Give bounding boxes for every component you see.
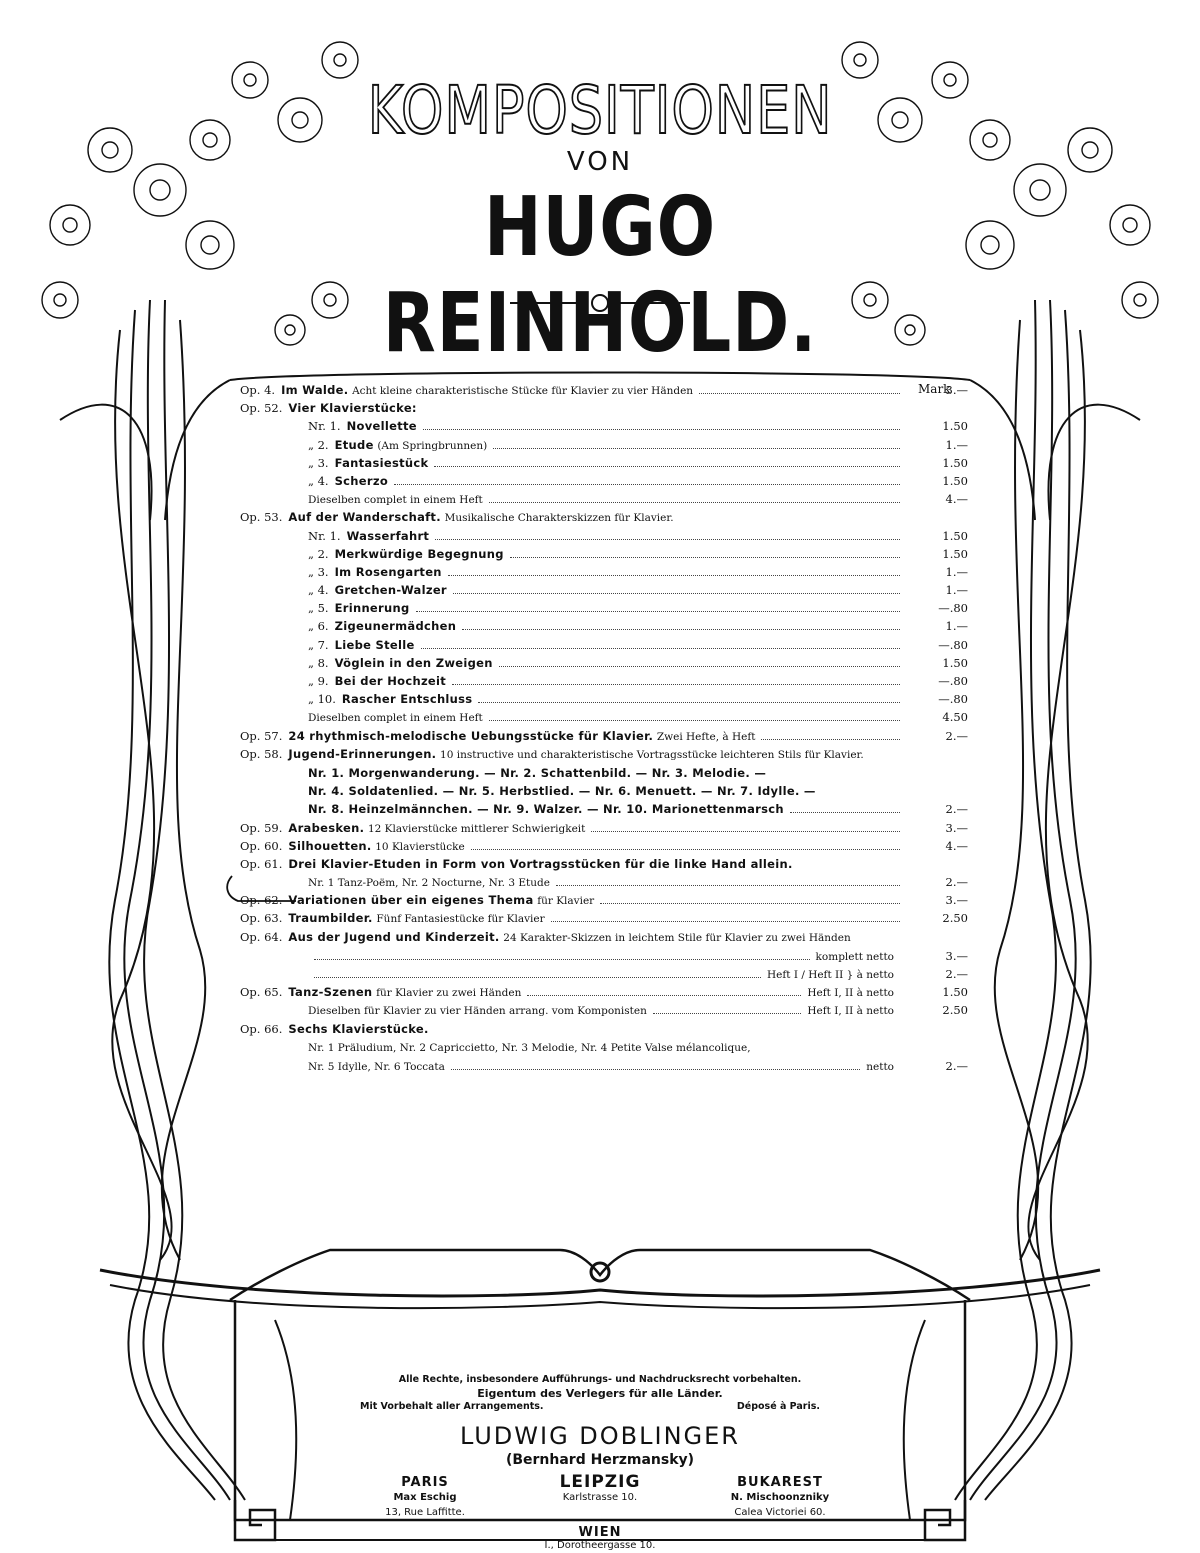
catalog-entry <box>240 417 417 435</box>
catalog-row <box>240 617 968 635</box>
work-title: Novellette <box>346 419 417 434</box>
work-description: 24 Karakter-Skizzen in leichtem Stile für Klavier zu zwei Händen <box>503 931 851 944</box>
opus-number: „ 2. <box>308 437 329 452</box>
catalog-entry <box>240 764 766 782</box>
price: 1.50 <box>942 655 968 670</box>
catalog-row <box>240 909 968 927</box>
work-description: 12 Klavierstücke mittlerer Schwierigkeit <box>367 822 586 835</box>
price: 2.— <box>945 967 968 982</box>
dot-leader <box>471 849 900 850</box>
opus-number: Op. 63. <box>240 911 283 926</box>
price: 1.50 <box>942 473 968 488</box>
catalog-entry <box>240 745 906 764</box>
work-title: Liebe Stelle <box>334 637 415 652</box>
opus-number: Nr. 1. <box>308 419 341 434</box>
city-bukarest <box>690 1475 870 1520</box>
dot-leader <box>591 831 900 832</box>
price: 2.— <box>945 1058 968 1073</box>
catalog-entry <box>240 599 410 617</box>
opus-number: „ 4. <box>308 583 329 598</box>
catalog-row <box>240 819 968 837</box>
catalog-entry <box>240 617 456 635</box>
catalog-row <box>240 708 968 726</box>
opus-number: „ 3. <box>308 455 329 470</box>
catalog-row <box>240 855 968 873</box>
opus-number: „ 2. <box>308 546 329 561</box>
dot-leader <box>435 539 900 540</box>
city-address: Calea Victoriei 60. <box>734 1507 826 1518</box>
work-description: 10 Klavierstücke <box>375 840 465 853</box>
work-title: Etude <box>334 437 374 452</box>
opus-number: Op. 53. <box>240 510 283 525</box>
price: 1.50 <box>942 985 968 1000</box>
dot-leader <box>493 448 900 449</box>
catalog-entry <box>240 436 487 455</box>
catalog-row <box>240 745 968 764</box>
catalog-entry <box>240 490 483 509</box>
opus-number: Op. 61. <box>240 856 283 871</box>
catalog-entry <box>240 636 415 654</box>
opus-number: Op. 65. <box>240 985 283 1000</box>
price: —.80 <box>938 692 968 707</box>
work-description: für Klavier zu zwei Händen <box>376 987 522 1000</box>
catalog-entry <box>240 855 793 873</box>
arrangements-row <box>320 1401 880 1417</box>
catalog-row <box>240 417 968 435</box>
catalog-entry <box>240 983 521 1002</box>
price: 2.— <box>945 875 968 890</box>
city-agent: N. Mischoonzniky <box>730 1492 830 1503</box>
dot-leader <box>453 593 900 594</box>
price: 2.— <box>945 728 968 743</box>
catalog-row <box>240 636 968 654</box>
price-note: netto <box>866 1060 894 1073</box>
dot-leader <box>551 921 900 922</box>
price: 3.— <box>945 820 968 835</box>
city-wien: WIEN <box>578 1525 622 1540</box>
price-note: komplett netto <box>815 950 894 963</box>
price-column-header: Mark <box>918 382 951 396</box>
depose-note: Déposé à Paris. <box>736 1401 820 1412</box>
price: 2.50 <box>942 911 968 926</box>
catalog-row <box>240 381 968 399</box>
catalog-row <box>240 727 968 745</box>
price: 3.— <box>945 383 968 397</box>
opus-number: Op. 52. <box>240 401 283 416</box>
composer-name: HUGO REINHOLD. <box>382 180 818 371</box>
work-title: Tanz-Szenen <box>288 985 373 1000</box>
catalog-entry <box>240 399 417 417</box>
catalog-row <box>240 1020 968 1038</box>
price: —.80 <box>938 601 968 616</box>
work-description: Acht kleine charakteristische Stücke für Klavier zu vier Händen <box>352 385 694 397</box>
catalog-row <box>240 690 968 708</box>
city-name: PARIS <box>401 1475 449 1490</box>
opus-number: Op. 66. <box>240 1021 283 1036</box>
catalog-row <box>240 837 968 855</box>
price-note: Heft I, II à netto <box>807 987 894 1000</box>
catalog-row <box>240 490 968 508</box>
dot-leader <box>489 502 900 503</box>
work-title: Jugend-Erinnerungen. <box>288 746 437 761</box>
catalog-row <box>240 873 968 891</box>
publisher-block <box>320 1373 880 1551</box>
dot-leader <box>423 429 900 430</box>
price: 4.— <box>945 492 968 507</box>
opus-number: Nr. 1. <box>308 528 341 543</box>
dot-leader <box>489 720 900 721</box>
catalog-row <box>240 454 968 472</box>
dot-leader <box>790 812 900 813</box>
work-description: Dieselben complet in einem Heft <box>308 494 483 507</box>
work-title: Sechs Klavierstücke. <box>288 1021 429 1036</box>
catalog-row <box>240 654 968 672</box>
work-title: Vöglein in den Zweigen <box>334 655 493 670</box>
catalog-entry <box>240 873 550 892</box>
dot-leader <box>416 611 900 612</box>
catalog-entry <box>240 545 504 563</box>
work-title: Drei Klavier-Etuden in Form von Vortragsstücken für die linke Hand allein. <box>288 856 793 871</box>
price: 1.— <box>945 619 968 634</box>
work-description: Dieselben complet in einem Heft <box>308 712 483 725</box>
opus-number: „ 9. <box>308 674 329 688</box>
catalog-entry <box>240 581 447 599</box>
cities-row <box>320 1469 880 1531</box>
opus-number: „ 7. <box>308 637 329 652</box>
price: 1.— <box>945 437 968 452</box>
price: 1.50 <box>942 455 968 470</box>
dot-leader <box>556 885 900 886</box>
catalog-entry <box>240 1001 647 1020</box>
rights-line: Alle Rechte, insbesondere Aufführungs- und Nachdrucksrecht vorbehalten. <box>398 1374 802 1385</box>
opus-number: Op. 57. <box>240 728 283 743</box>
opus-number: „ 4. <box>308 473 329 488</box>
price: 2.— <box>945 802 968 817</box>
catalog-entry <box>240 928 906 947</box>
catalog-entry <box>240 527 429 545</box>
opus-number: „ 6. <box>308 619 329 634</box>
dot-leader <box>314 977 761 978</box>
opus-number: Op. 59. <box>240 820 283 835</box>
price: 1.50 <box>942 419 968 434</box>
work-title: Aus der Jugend und Kinderzeit. <box>288 929 500 944</box>
work-title: Zigeunermädchen <box>334 619 457 634</box>
catalog-row <box>240 1057 968 1075</box>
page-title: KOMPOSITIONEN <box>367 72 833 149</box>
catalog-row <box>240 800 968 818</box>
price: 3.— <box>945 893 968 908</box>
catalog-entry <box>240 727 755 746</box>
dot-leader <box>451 1069 860 1070</box>
price: 2.50 <box>942 1003 968 1018</box>
work-description: Nr. 5 Idylle, Nr. 6 Toccata <box>308 1060 445 1073</box>
opus-number: „ 5. <box>308 601 329 616</box>
city-name: LEIPZIG <box>559 1472 641 1492</box>
dot-leader <box>314 959 810 960</box>
catalog-list <box>240 381 968 1075</box>
work-title: Rascher Entschluss <box>341 692 473 707</box>
city-agent: Max Eschig <box>393 1492 457 1503</box>
dot-leader <box>448 575 900 576</box>
work-description: Fünf Fantasiestücke für Klavier <box>376 913 545 926</box>
dot-leader <box>434 466 900 467</box>
catalog-entry <box>240 690 472 708</box>
catalog-entry <box>240 891 594 910</box>
work-title: Merkwürdige Begegnung <box>334 546 504 561</box>
publisher-name: LUDWIG DOBLINGER <box>460 1422 740 1450</box>
work-title: Im Rosengarten <box>334 564 442 579</box>
work-title: Gretchen-Walzer <box>334 583 447 598</box>
price: 4.— <box>945 838 968 853</box>
work-title: Fantasiestück <box>334 455 429 470</box>
catalog-row <box>240 1001 968 1019</box>
opus-number: Op. 60. <box>240 838 283 853</box>
opus-number: „ 8. <box>308 655 329 670</box>
dot-leader <box>462 629 900 630</box>
catalog-entry <box>240 782 816 800</box>
catalog-entry <box>240 800 784 818</box>
work-description: 10 instructive und charakteristische Vortragsstücke leichteren Stils für Klavier. <box>440 748 864 761</box>
catalog-row <box>240 891 968 909</box>
dot-leader <box>653 1013 802 1014</box>
work-description: (Am Springbrunnen) <box>377 439 488 452</box>
catalog-row <box>240 983 968 1001</box>
city-leipzig <box>525 1472 675 1505</box>
catalog-entry <box>240 472 388 490</box>
catalog-row <box>240 764 968 782</box>
price: 3.— <box>945 948 968 963</box>
work-title: Erinnerung <box>334 601 410 616</box>
price: 1.50 <box>942 528 968 543</box>
catalog-row <box>240 599 968 617</box>
price: —.80 <box>938 637 968 652</box>
city-paris <box>350 1475 500 1520</box>
work-description: Dieselben für Klavier zu vier Händen arrang. vom Komponisten <box>308 1005 647 1018</box>
catalog-entry <box>240 1020 429 1038</box>
publisher-subtitle: (Bernhard Herzmansky) <box>505 1452 695 1468</box>
catalog-row <box>240 965 968 983</box>
price-note: Heft I / Heft II } à netto <box>767 969 894 982</box>
catalog-row <box>240 508 968 526</box>
city-address: 13, Rue Laffitte. <box>385 1507 465 1518</box>
catalog-entry <box>240 837 465 856</box>
catalog-entry <box>240 1057 445 1076</box>
work-title: Traumbilder. <box>288 911 373 926</box>
opus-number: Op. 64. <box>240 929 283 944</box>
dot-leader <box>421 648 900 649</box>
catalog-row <box>240 782 968 800</box>
work-title: Silhouetten. <box>288 838 372 853</box>
dot-leader <box>527 995 801 996</box>
work-description: Nr. 1 Präludium, Nr. 2 Capriccietto, Nr. 3 Melodie, Nr. 4 Petite Valse mélancolique, <box>308 1041 751 1054</box>
catalog-row <box>240 672 968 690</box>
work-description: Nr. 1 Tanz-Poëm, Nr. 2 Nocturne, Nr. 3 Etude <box>308 877 550 890</box>
catalog-entry <box>240 563 442 581</box>
opus-number: Op. 4. <box>240 383 276 397</box>
work-title: Arabesken. <box>288 820 365 835</box>
arrangements-note: Mit Vorbehalt aller Arrangements. <box>360 1401 544 1412</box>
catalog-entry <box>240 672 446 690</box>
price-note: Heft I, II à netto <box>807 1005 894 1018</box>
price: 1.— <box>945 564 968 579</box>
catalog-row <box>240 581 968 599</box>
catalog-row <box>240 545 968 563</box>
dot-leader <box>452 684 900 685</box>
city-address: Karlstrasse 10. <box>562 1492 638 1503</box>
city-name: BUKAREST <box>737 1475 823 1490</box>
catalog-entry <box>240 454 428 472</box>
price: —.80 <box>938 674 968 688</box>
catalog-row <box>240 928 968 947</box>
dot-leader <box>478 702 900 703</box>
catalog-row <box>240 472 968 490</box>
dot-leader <box>510 557 900 558</box>
work-title: Bei der Hochzeit <box>334 674 447 688</box>
work-title: Auf der Wanderschaft. <box>288 510 441 525</box>
dot-leader <box>600 903 900 904</box>
price: 4.50 <box>942 710 968 725</box>
catalog-entry <box>240 381 693 400</box>
work-title: Vier Klavierstücke: <box>288 401 417 416</box>
dot-leader <box>394 484 900 485</box>
work-title: 24 rhythmisch-melodische Uebungsstücke für Klavier. <box>288 728 654 743</box>
title-von: VON <box>566 147 634 177</box>
work-title: Nr. 1. Morgenwanderung. — Nr. 2. Schattenbild. — Nr. 3. Melodie. — <box>308 765 767 780</box>
catalog-entry <box>240 909 545 928</box>
catalog-entry <box>240 819 585 838</box>
price: 1.— <box>945 583 968 598</box>
work-title: Wasserfahrt <box>346 528 430 543</box>
catalog-entry <box>240 654 493 672</box>
work-description: Musikalische Charakterskizzen für Klavier. <box>444 512 674 525</box>
work-title: Nr. 4. Soldatenlied. — Nr. 5. Herbstlied. — Nr. 6. Menuett. — Nr. 7. Idylle. — <box>308 784 816 799</box>
dot-leader <box>699 393 900 394</box>
catalog-row <box>240 563 968 581</box>
dot-leader <box>761 739 900 740</box>
opus-number: Op. 62. <box>240 893 283 908</box>
property-line: Eigentum des Verlegers für alle Länder. <box>477 1387 723 1400</box>
opus-number: „ 3. <box>308 564 329 579</box>
catalog-row <box>240 1038 968 1057</box>
catalog-row <box>240 436 968 454</box>
work-title: Variationen über ein eigenes Thema <box>288 893 534 908</box>
opus-number: „ 10. <box>308 692 336 707</box>
work-description: für Klavier <box>537 895 595 908</box>
catalog-entry <box>240 508 674 527</box>
wien-address: I., Dorotheergasse 10. <box>544 1540 656 1551</box>
opus-number: Op. 58. <box>240 746 283 761</box>
price: 1.50 <box>942 546 968 561</box>
catalog-row <box>240 527 968 545</box>
work-title: Im Walde. <box>281 383 349 397</box>
work-description: Zwei Hefte, à Heft <box>656 730 756 743</box>
catalog-entry <box>240 1038 906 1057</box>
dot-leader <box>499 666 900 667</box>
catalog-row <box>240 399 968 417</box>
catalog-entry <box>240 708 483 727</box>
work-title: Nr. 8. Heinzelmännchen. — Nr. 9. Walzer. — Nr. 10. Marionettenmarsch <box>308 802 784 817</box>
catalog-row <box>240 947 968 965</box>
work-title: Scherzo <box>334 473 389 488</box>
